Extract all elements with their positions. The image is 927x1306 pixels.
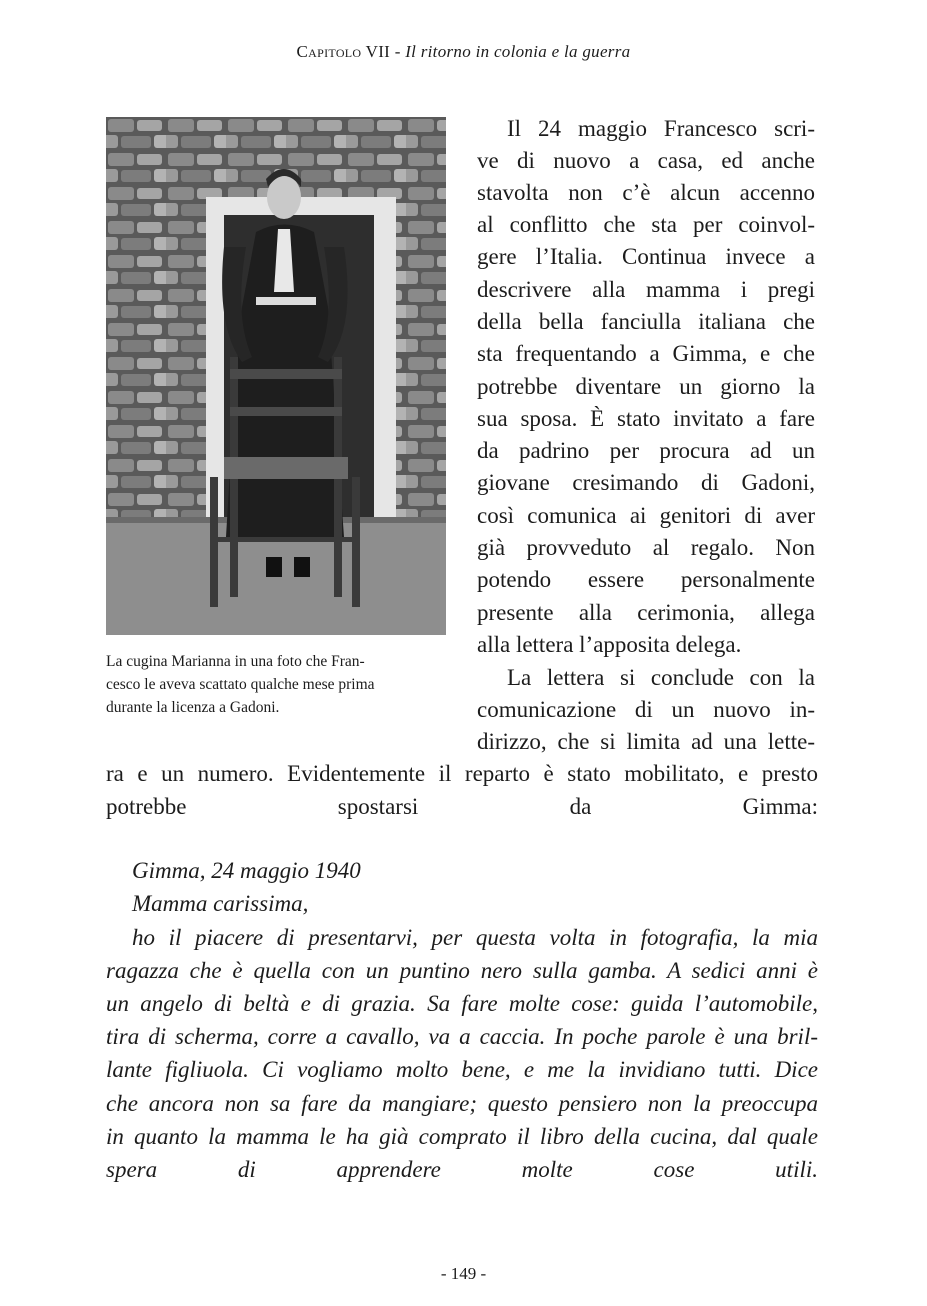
letter-dateline: Gimma, 24 maggio 1940 bbox=[132, 858, 361, 883]
photograph bbox=[106, 117, 446, 635]
letter-line: spera di apprendere molte cose utili. bbox=[106, 1157, 818, 1182]
letter-line: ho il piacere di presentarvi, per questa volta in fotografia, la mia bbox=[132, 925, 818, 950]
running-header bbox=[0, 42, 927, 62]
chapter-label: Capitolo VII bbox=[296, 42, 391, 61]
letter-line: che ancora non sa fare da mangiare; questo pensiero non la preoccupa bbox=[106, 1091, 818, 1116]
body-line: potendo essere personalmente bbox=[477, 567, 815, 592]
body-line: Il 24 maggio Francesco scri- bbox=[507, 116, 815, 141]
letter-line: in quanto la mamma le ha già comprato il libro della cucina, dal quale bbox=[106, 1124, 818, 1149]
body-line: potrebbe diventare un giorno la bbox=[477, 374, 815, 399]
body-line: giovane cresimando di Gadoni, bbox=[477, 470, 815, 495]
header-separator: - bbox=[390, 42, 406, 61]
caption-line: La cugina Marianna in una foto che Fran- bbox=[106, 653, 365, 670]
letter-salutation: Mamma carissima, bbox=[132, 891, 309, 916]
photo-woman-standing-behind-chair-icon bbox=[106, 117, 446, 635]
body-line: gere l’Italia. Continua invece a bbox=[477, 244, 815, 269]
body-line: così comunica ai genitori di aver bbox=[477, 503, 815, 528]
chapter-title: Il ritorno in colonia e la guerra bbox=[405, 42, 631, 61]
body-line: alla lettera l’apposita delega. bbox=[477, 632, 742, 657]
body-line: presente alla cerimonia, allega bbox=[477, 600, 815, 625]
body-line: stavolta non c’è alcun accenno bbox=[477, 180, 815, 205]
body-line: dirizzo, che si limita ad una lette- bbox=[477, 729, 815, 754]
letter-line: un angelo di beltà e di grazia. Sa fare molte cose: guida l’automobile, bbox=[106, 991, 818, 1016]
caption-line: durante la licenza a Gadoni. bbox=[106, 699, 280, 716]
letter-line: ragazza che è quella con un puntino nero sulla gamba. A sedici anni è bbox=[106, 958, 818, 983]
letter-line: lante figliuola. Ci vogliamo molto bene, e me la invidiano tutti. Dice bbox=[106, 1057, 818, 1082]
body-line: comunicazione di un nuovo in- bbox=[477, 697, 815, 722]
body-line: descrivere alla mamma i pregi bbox=[477, 277, 815, 302]
page-number: - 149 - bbox=[440, 1264, 487, 1283]
body-line: della bella fanciulla italiana che bbox=[477, 309, 815, 334]
body-line: sua sposa. È stato invitato a fare bbox=[477, 406, 815, 431]
body-line: La lettera si conclude con la bbox=[507, 665, 815, 690]
body-line: ra e un numero. Evidentemente il reparto è stato mobilitato, e presto bbox=[106, 761, 818, 786]
body-line: già provveduto al regalo. Non bbox=[477, 535, 815, 560]
figure-caption bbox=[106, 650, 451, 719]
letter-line: tira di scherma, corre a cavallo, va a caccia. In poche parole è una bril- bbox=[106, 1024, 818, 1049]
body-line: sta frequentando a Gimma, e che bbox=[477, 341, 815, 366]
caption-line: cesco le aveva scattato qualche mese prima bbox=[106, 676, 375, 693]
body-line: ve di nuovo a casa, ed anche bbox=[477, 148, 815, 173]
body-line: da padrino per procura ad un bbox=[477, 438, 815, 463]
body-line: al conflitto che sta per coinvol- bbox=[477, 212, 815, 237]
body-line: potrebbe spostarsi da Gimma: bbox=[106, 794, 818, 819]
